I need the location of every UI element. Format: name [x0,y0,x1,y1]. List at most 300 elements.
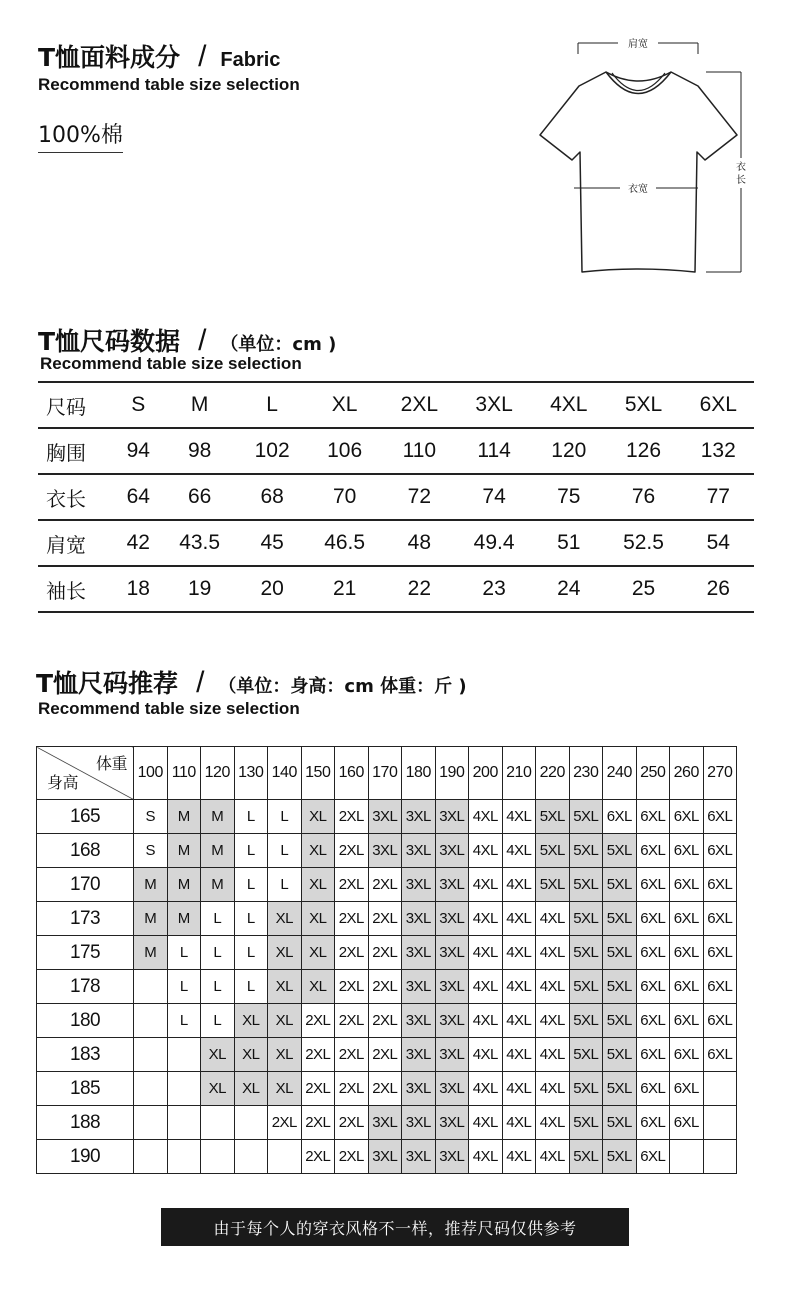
recommend-size-cell: 2XL [335,1004,369,1038]
recommend-size-cell: XL [268,970,302,1004]
recommend-size-cell: XL [234,1038,268,1072]
recommend-size-cell: 6XL [703,834,737,868]
recommend-size-cell: L [234,936,268,970]
weight-header-cell: 100 [134,747,168,800]
recommend-size-cell: 5XL [569,834,603,868]
recommend-size-cell: L [234,800,268,834]
size-chart-cell: 49.4 [455,520,533,566]
material-text: 100%棉 [38,118,123,153]
recommend-size-cell: 2XL [335,902,369,936]
size-chart-row [38,566,754,612]
size-chart-cell: 126 [604,428,682,474]
recommend-size-cell: 5XL [569,1004,603,1038]
recommend-size-cell: 3XL [402,1106,436,1140]
size-chart-table [38,381,754,613]
recommend-size-cell: M [201,800,235,834]
size-chart-cell: 68 [239,474,306,520]
size-chart-cell: XL [306,382,384,428]
recommend-size-cell: 3XL [435,1140,469,1174]
recommend-size-cell: 6XL [636,1140,670,1174]
weight-header-cell: 150 [301,747,335,800]
recommend-size-cell: 4XL [502,834,536,868]
recommend-size-cell: 5XL [569,902,603,936]
size-chart-cell: 5XL [604,382,682,428]
recommend-size-cell [167,1038,201,1072]
recommend-header-row [37,747,737,800]
recommend-size-cell: 2XL [335,970,369,1004]
recommend-size-cell: 5XL [536,834,570,868]
recommend-size-cell: 4XL [502,970,536,1004]
recommend-size-cell: 3XL [435,834,469,868]
recommend-size-cell [134,1140,168,1174]
recommend-size-cell [703,1106,737,1140]
size-chart-cell: 52.5 [604,520,682,566]
size-chart-cell: L [239,382,306,428]
recommend-size-cell: 5XL [603,1004,637,1038]
recommend-size-cell: 3XL [435,1004,469,1038]
recommend-size-cell: 5XL [569,1106,603,1140]
size-chart-row-label: 衣长 [38,474,116,520]
size-chart-cell: 74 [455,474,533,520]
recommend-size-cell: 5XL [603,902,637,936]
recommend-size-cell: 2XL [335,1038,369,1072]
size-chart-cell: 6XL [683,382,754,428]
recommend-row [37,1072,737,1106]
recommend-size-cell: 3XL [435,800,469,834]
recommend-size-cell: M [201,868,235,902]
recommend-size-cell: XL [301,800,335,834]
length-dimension [706,72,746,272]
recommend-size-cell: 2XL [301,1106,335,1140]
recommend-size-cell: 3XL [368,1106,402,1140]
height-cell: 170 [37,868,134,902]
recommend-size-cell: XL [268,1004,302,1038]
recommend-size-cell: 6XL [703,868,737,902]
size-chart-cell: 26 [683,566,754,612]
recommend-size-cell [167,1106,201,1140]
height-cell: 173 [37,902,134,936]
recommend-size-cell: 2XL [301,1004,335,1038]
recommend-size-cell: L [268,800,302,834]
recommend-size-cell [134,1072,168,1106]
size-chart-cell: 46.5 [306,520,384,566]
recommend-size-cell: M [167,902,201,936]
recommend-size-cell: L [167,936,201,970]
recommend-size-cell: 3XL [402,936,436,970]
recommend-size-cell: 3XL [435,868,469,902]
recommend-row [37,1140,737,1174]
size-chart-cell: 77 [683,474,754,520]
recommend-size-cell: 5XL [569,868,603,902]
recommend-row [37,936,737,970]
size-chart-cell: 22 [384,566,455,612]
recommend-size-cell: XL [234,1004,268,1038]
height-cell: 188 [37,1106,134,1140]
recommend-size-cell: 4XL [469,936,503,970]
recommend-size-cell: XL [268,1072,302,1106]
size-chart-row-label: 袖长 [38,566,116,612]
recommend-size-cell: XL [201,1072,235,1106]
weight-header-cell: 200 [469,747,503,800]
corner-height-label: 身高 [47,773,79,792]
recommend-size-cell: M [134,868,168,902]
recommend-size-cell: L [167,1004,201,1038]
recommend-size-cell: L [234,834,268,868]
recommend-size-cell: 6XL [670,800,704,834]
size-chart-row [38,474,754,520]
size-chart-row [38,520,754,566]
recommend-size-cell: 5XL [603,868,637,902]
recommend-size-cell: L [268,834,302,868]
recommend-size-cell: 6XL [670,1072,704,1106]
size-chart-cell: 110 [384,428,455,474]
recommend-size-cell: XL [301,936,335,970]
recommend-size-cell: 4XL [469,834,503,868]
tshirt-outline [540,72,737,272]
height-cell: 183 [37,1038,134,1072]
recommend-size-cell [670,1140,704,1174]
size-chart-cell: 106 [306,428,384,474]
shoulder-dimension [578,37,698,54]
size-chart-title [38,322,336,358]
recommend-row [37,1038,737,1072]
recommend-size-cell: 6XL [636,868,670,902]
recommend-size-cell: 6XL [636,1004,670,1038]
weight-header-cell: 120 [201,747,235,800]
recommend-row [37,902,737,936]
weight-header-cell: 250 [636,747,670,800]
recommend-size-cell: L [268,868,302,902]
recommend-size-cell: XL [268,936,302,970]
recommend-size-cell: 2XL [335,868,369,902]
recommend-size-cell: 4XL [469,1038,503,1072]
recommend-size-cell: 3XL [402,868,436,902]
recommend-size-cell: 4XL [502,1072,536,1106]
size-chart-cell: 19 [161,566,239,612]
recommend-size-cell [201,1106,235,1140]
recommend-size-cell: 5XL [603,970,637,1004]
tshirt-diagram [530,30,760,280]
recommend-row [37,1004,737,1038]
recommend-size-cell: 2XL [335,834,369,868]
recommend-size-cell: 3XL [402,1072,436,1106]
recommend-size-cell: 6XL [670,902,704,936]
recommend-size-cell: 4XL [536,970,570,1004]
recommend-size-cell: 2XL [335,1072,369,1106]
size-chart-cell: 4XL [533,382,604,428]
recommend-size-cell: 4XL [502,800,536,834]
size-chart-cell: 43.5 [161,520,239,566]
recommend-title-cn: T恤尺码推荐 [36,669,179,698]
recommend-size-cell: 6XL [703,902,737,936]
recommend-size-cell: 6XL [636,1038,670,1072]
recommend-size-cell: 4XL [469,800,503,834]
recommend-size-cell: 4XL [502,1004,536,1038]
size-chart-cell: 98 [161,428,239,474]
recommend-size-cell: L [234,902,268,936]
recommend-size-cell: 6XL [636,1106,670,1140]
recommend-size-cell: XL [301,902,335,936]
recommend-size-cell: 3XL [402,834,436,868]
recommend-size-cell: 3XL [435,1106,469,1140]
recommend-size-cell: 6XL [636,936,670,970]
size-chart-cell: 94 [116,428,161,474]
recommend-size-cell: 5XL [603,1072,637,1106]
weight-header-cell: 160 [335,747,369,800]
height-cell: 185 [37,1072,134,1106]
recommend-size-cell [134,1038,168,1072]
recommend-size-cell: 3XL [435,1072,469,1106]
recommend-size-cell: 4XL [536,902,570,936]
recommend-row [37,970,737,1004]
size-chart-cell: 24 [533,566,604,612]
recommend-size-cell: 6XL [670,936,704,970]
recommend-size-cell: L [201,1004,235,1038]
chest-label: 衣宽 [628,184,648,195]
recommend-size-cell: 6XL [636,1072,670,1106]
recommend-size-cell: 3XL [402,970,436,1004]
recommend-size-cell: L [201,936,235,970]
size-chart-cell: 114 [455,428,533,474]
recommend-size-cell [234,1140,268,1174]
recommend-size-cell: 4XL [469,868,503,902]
recommend-size-cell: 3XL [368,834,402,868]
size-chart-row-label: 尺码 [38,382,116,428]
recommend-size-cell: XL [268,902,302,936]
weight-header-cell: 140 [268,747,302,800]
recommend-size-cell: 4XL [536,1038,570,1072]
recommend-size-cell [268,1140,302,1174]
length-label-1: 衣 [736,162,746,173]
size-chart-cell: 70 [306,474,384,520]
recommend-size-cell: 6XL [636,902,670,936]
recommend-row [37,1106,737,1140]
recommend-size-cell [167,1072,201,1106]
size-chart-cell: 72 [384,474,455,520]
recommend-size-cell: 4XL [502,1038,536,1072]
recommend-size-cell: 4XL [469,1140,503,1174]
recommend-size-cell: 2XL [368,902,402,936]
recommend-size-cell: 4XL [502,902,536,936]
recommend-size-cell: 4XL [502,1106,536,1140]
recommend-unit-rest: 身高：cm 体重：斤 ) [290,676,467,697]
recommend-size-cell: 5XL [569,1038,603,1072]
height-cell: 180 [37,1004,134,1038]
recommend-size-cell: 5XL [569,800,603,834]
recommend-size-cell: 4XL [536,1140,570,1174]
recommend-size-cell: XL [301,970,335,1004]
recommend-row [37,800,737,834]
recommend-size-cell: 5XL [569,1072,603,1106]
recommend-size-cell: M [167,800,201,834]
footer-note: 由于每个人的穿衣风格不一样，推荐尺码仅供参考 [161,1208,629,1246]
recommend-size-cell: 6XL [636,834,670,868]
recommend-size-cell: M [134,902,168,936]
recommend-size-cell: 2XL [335,1106,369,1140]
recommend-size-cell: M [167,834,201,868]
recommend-size-cell [703,1140,737,1174]
recommend-size-cell: L [234,970,268,1004]
recommend-size-cell: XL [201,1038,235,1072]
recommend-size-cell: 4XL [502,936,536,970]
size-chart-cell: 45 [239,520,306,566]
recommend-size-cell: 5XL [603,1038,637,1072]
recommend-size-cell [134,1106,168,1140]
recommend-size-cell: 3XL [435,936,469,970]
recommend-size-cell: L [234,868,268,902]
recommend-size-cell: 4XL [469,970,503,1004]
size-chart-row [38,382,754,428]
recommend-size-cell: 3XL [402,1004,436,1038]
title-slash: / [198,40,207,73]
size-chart-cell: 3XL [455,382,533,428]
recommend-title [36,664,467,700]
recommend-size-cell: 4XL [536,1106,570,1140]
size-chart-cell: M [161,382,239,428]
recommend-size-cell: 3XL [368,1140,402,1174]
recommend-size-cell: 5XL [569,936,603,970]
recommend-size-cell: 4XL [536,936,570,970]
size-chart-cell: 51 [533,520,604,566]
recommend-size-cell: 5XL [569,1140,603,1174]
recommend-size-cell: 2XL [368,1038,402,1072]
weight-header-cell: 170 [368,747,402,800]
recommend-size-cell [134,970,168,1004]
weight-header-cell: 270 [703,747,737,800]
weight-header-cell: 230 [569,747,603,800]
weight-header-cell: 240 [603,747,637,800]
recommend-size-cell: 2XL [301,1038,335,1072]
size-chart-cell: 25 [604,566,682,612]
size-chart-cell: 102 [239,428,306,474]
recommend-size-cell: 3XL [435,970,469,1004]
recommend-size-cell: M [134,936,168,970]
recommend-size-cell: 3XL [402,800,436,834]
recommend-size-cell: 4XL [502,1140,536,1174]
size-chart-row-label: 肩宽 [38,520,116,566]
recommend-size-cell: 4XL [469,902,503,936]
recommend-size-cell: 2XL [268,1106,302,1140]
recommend-size-cell: 2XL [368,936,402,970]
size-chart-title-cn: T恤尺码数据 [38,327,181,356]
recommend-size-cell: L [201,902,235,936]
size-chart-row [38,428,754,474]
recommend-size-cell: 2XL [301,1072,335,1106]
weight-header-cell: 110 [167,747,201,800]
recommend-size-cell: 5XL [603,1106,637,1140]
recommend-size-cell: S [134,800,168,834]
weight-header-cell: 130 [234,747,268,800]
recommend-size-cell: 3XL [402,1140,436,1174]
height-cell: 190 [37,1140,134,1174]
recommend-size-cell [703,1072,737,1106]
size-chart-cell: 48 [384,520,455,566]
recommend-size-cell: 4XL [502,868,536,902]
size-chart-cell: 75 [533,474,604,520]
length-label-2: 长 [736,175,746,186]
fabric-title [38,38,280,74]
recommend-size-cell: 6XL [670,1038,704,1072]
recommend-size-cell: 6XL [703,1038,737,1072]
height-cell: 168 [37,834,134,868]
recommend-size-cell: 3XL [435,1038,469,1072]
size-chart-cell: 20 [239,566,306,612]
size-chart-cell: 21 [306,566,384,612]
recommend-size-cell: 6XL [636,970,670,1004]
weight-header-cell: 210 [502,747,536,800]
recommend-size-cell: 5XL [536,868,570,902]
recommend-size-cell: XL [268,1038,302,1072]
recommend-size-cell: 5XL [603,1140,637,1174]
size-chart-cell: 54 [683,520,754,566]
recommend-size-cell: 3XL [402,1038,436,1072]
size-chart-cell: 66 [161,474,239,520]
recommend-size-cell: 2XL [368,868,402,902]
recommend-size-cell: M [201,834,235,868]
size-chart-cell: 120 [533,428,604,474]
recommend-size-cell: 6XL [670,834,704,868]
recommend-size-cell: 3XL [368,800,402,834]
recommend-size-cell: 2XL [301,1140,335,1174]
title-slash: / [196,666,205,699]
size-chart-cell: 18 [116,566,161,612]
fabric-subtitle: Recommend table size selection [38,75,300,94]
recommend-size-cell: 3XL [435,902,469,936]
size-chart-cell: S [116,382,161,428]
size-chart-cell: 2XL [384,382,455,428]
recommend-size-cell: XL [301,834,335,868]
recommend-size-cell: 6XL [703,800,737,834]
recommend-size-cell: 6XL [636,800,670,834]
size-chart-unit: （单位：cm ) [220,334,337,355]
recommend-size-cell: 4XL [469,1004,503,1038]
recommend-size-cell: XL [234,1072,268,1106]
recommend-size-cell: 2XL [335,936,369,970]
weight-header-cell: 220 [536,747,570,800]
recommend-size-cell: 5XL [569,970,603,1004]
recommend-size-cell [167,1140,201,1174]
recommend-size-cell: 6XL [703,970,737,1004]
recommend-size-cell: 4XL [536,1072,570,1106]
recommend-size-cell: 6XL [670,970,704,1004]
weight-header-cell: 190 [435,747,469,800]
height-cell: 165 [37,800,134,834]
recommend-size-cell: 2XL [335,800,369,834]
recommend-size-cell: 6XL [670,1106,704,1140]
recommend-size-cell: XL [301,868,335,902]
recommend-size-cell: 4XL [536,1004,570,1038]
title-slash: / [198,324,207,357]
recommend-unit-bold: （单位： [218,676,291,697]
recommend-size-cell: 6XL [703,936,737,970]
shoulder-label: 肩宽 [628,39,648,50]
recommend-row [37,834,737,868]
recommend-size-cell: 2XL [368,970,402,1004]
recommend-size-cell: 3XL [402,902,436,936]
recommend-size-cell [234,1106,268,1140]
recommend-size-cell: M [167,868,201,902]
recommend-size-cell: 5XL [603,834,637,868]
recommend-size-cell: S [134,834,168,868]
recommend-size-cell: 5XL [603,936,637,970]
recommend-size-cell: L [167,970,201,1004]
height-cell: 178 [37,970,134,1004]
recommend-size-cell: 6XL [603,800,637,834]
size-chart-cell: 64 [116,474,161,520]
recommend-size-cell [134,1004,168,1038]
recommend-size-cell: 6XL [670,1004,704,1038]
weight-header-cell: 180 [402,747,436,800]
